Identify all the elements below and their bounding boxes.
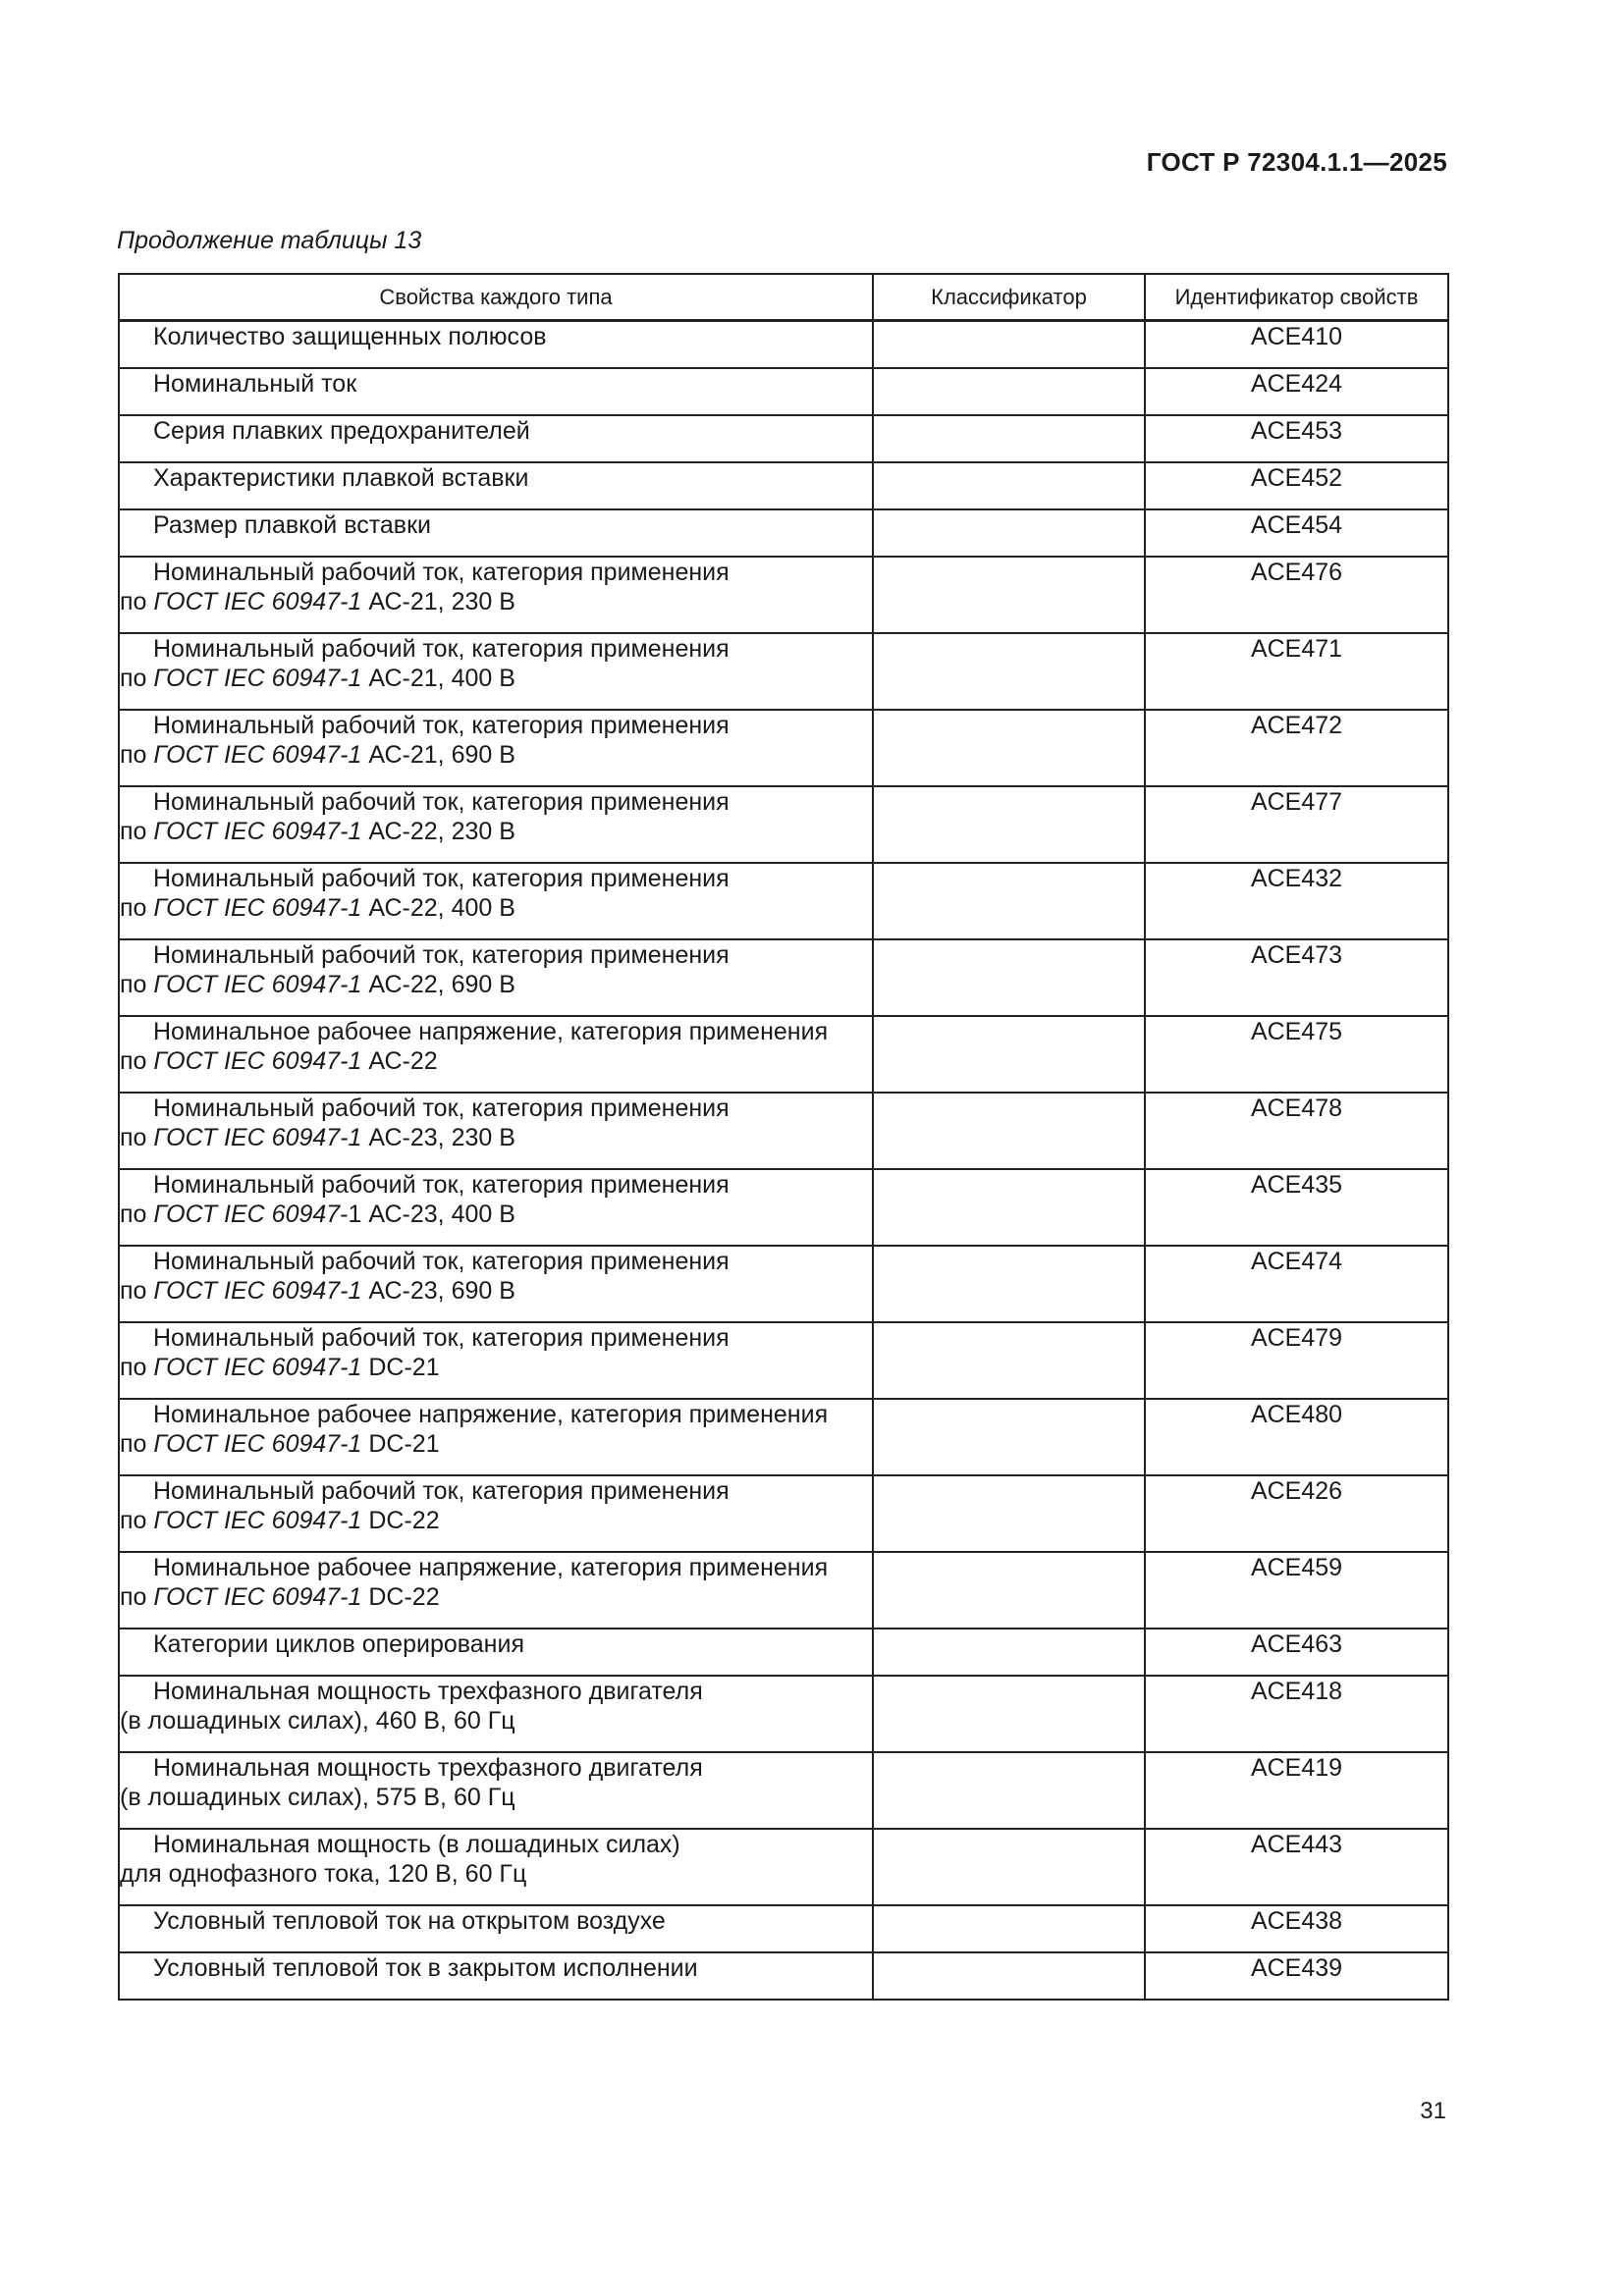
property-name-cell <box>119 368 873 415</box>
property-name-cell <box>119 1475 873 1552</box>
table-row <box>119 1246 1448 1322</box>
property-name-suffix: -1 АС-23, 400 В <box>340 1201 515 1228</box>
property-name-prefix: по <box>120 971 154 998</box>
property-name-line1: Номинальный рабочий ток, категория применения <box>153 559 730 586</box>
property-name-line2 <box>120 1429 872 1459</box>
classifier-cell <box>873 1475 1145 1552</box>
classifier-cell <box>873 1676 1145 1752</box>
property-name-line1: Номинальная мощность трехфазного двигателя <box>153 1678 703 1705</box>
column-header-properties: Свойства каждого типа <box>119 274 873 321</box>
property-name-line1: Номинальный рабочий ток, категория применения <box>153 1477 730 1505</box>
table-caption: Продолжение таблицы 13 <box>117 227 422 254</box>
property-name-line1: Номинальное рабочее напряжение, категория применения <box>153 1018 829 1045</box>
property-name-prefix: по <box>120 1124 154 1151</box>
property-name-cell <box>119 863 873 939</box>
table-row <box>119 415 1448 462</box>
property-name-suffix: DC-22 <box>361 1583 440 1611</box>
classifier-cell <box>873 633 1145 710</box>
property-name-cell <box>119 321 873 369</box>
property-name-line1: Серия плавких предохранителей <box>153 417 530 445</box>
property-name-suffix: АС-22 <box>361 1047 438 1075</box>
property-name-line1: Номинальный рабочий ток, категория применения <box>153 635 730 663</box>
identifier-cell: ACE480 <box>1145 1399 1448 1475</box>
identifier-cell: ACE410 <box>1145 321 1448 369</box>
property-name-suffix: АС-21, 400 В <box>361 665 515 692</box>
classifier-cell <box>873 415 1145 462</box>
property-name-line2 <box>120 740 872 770</box>
identifier-cell: ACE438 <box>1145 1905 1448 1952</box>
table-row <box>119 368 1448 415</box>
standard-reference: ГОСТ IEC 60947-1 <box>153 1583 362 1611</box>
properties-table <box>118 273 1449 2001</box>
property-name-suffix: АС-21, 230 В <box>361 588 515 615</box>
table-row <box>119 633 1448 710</box>
property-name-line1: Номинальное рабочее напряжение, категория применения <box>153 1554 829 1581</box>
identifier-cell: ACE432 <box>1145 863 1448 939</box>
property-name-cell <box>119 1752 873 1829</box>
standard-reference: ГОСТ IEC 60947-1 <box>153 1047 362 1075</box>
classifier-cell <box>873 939 1145 1016</box>
property-name-line2 <box>120 1123 872 1152</box>
property-name-line1: Номинальный рабочий ток, категория применения <box>153 1095 730 1122</box>
identifier-cell: ACE477 <box>1145 786 1448 863</box>
identifier-cell: ACE453 <box>1145 415 1448 462</box>
column-header-identifier: Идентификатор свойств <box>1145 274 1448 321</box>
property-name-suffix: АС-23, 690 В <box>361 1277 515 1305</box>
standard-reference: ГОСТ IEC 60947-1 <box>153 1507 362 1534</box>
classifier-cell <box>873 509 1145 557</box>
table-row <box>119 939 1448 1016</box>
property-name-prefix: (в лошадиных силах), 460 В, 60 Гц <box>120 1707 515 1735</box>
identifier-cell: ACE474 <box>1145 1246 1448 1322</box>
classifier-cell <box>873 786 1145 863</box>
property-name-cell <box>119 462 873 509</box>
table-body <box>119 321 1448 2001</box>
property-name-line2 <box>120 1276 872 1306</box>
classifier-cell <box>873 368 1145 415</box>
property-name-line1: Номинальный рабочий ток, категория применения <box>153 1171 730 1199</box>
property-name-suffix: АС-23, 230 В <box>361 1124 515 1151</box>
property-name-line1: Номинальный рабочий ток, категория применения <box>153 1248 730 1275</box>
identifier-cell: ACE472 <box>1145 710 1448 786</box>
property-name-line1: Номинальный рабочий ток, категория применения <box>153 712 730 739</box>
classifier-cell <box>873 1905 1145 1952</box>
identifier-cell: ACE443 <box>1145 1829 1448 1905</box>
property-name-cell <box>119 1952 873 2000</box>
property-name-line1: Условный тепловой ток в закрытом исполнении <box>153 1954 698 1982</box>
standard-reference: ГОСТ IEC 60947-1 <box>153 1124 362 1151</box>
standard-reference: ГОСТ IEC 60947-1 <box>153 971 362 998</box>
table-header-row <box>119 274 1448 321</box>
property-name-prefix: по <box>120 1430 154 1458</box>
property-name-line2 <box>120 1859 872 1889</box>
property-name-line2 <box>120 1200 872 1229</box>
property-name-suffix: АС-22, 690 В <box>361 971 515 998</box>
property-name-prefix: для однофазного тока, 120 В, 60 Гц <box>120 1860 527 1888</box>
standard-reference: ГОСТ IEC 60947-1 <box>153 894 362 922</box>
property-name-cell <box>119 633 873 710</box>
table-row <box>119 1829 1448 1905</box>
table-row <box>119 1093 1448 1169</box>
classifier-cell <box>873 321 1145 369</box>
property-name-prefix: (в лошадиных силах), 575 В, 60 Гц <box>120 1784 515 1811</box>
identifier-cell: ACE463 <box>1145 1629 1448 1676</box>
classifier-cell <box>873 1752 1145 1829</box>
property-name-line2 <box>120 1506 872 1535</box>
property-name-cell <box>119 415 873 462</box>
property-name-cell <box>119 1552 873 1629</box>
property-name-line2 <box>120 1353 872 1382</box>
property-name-line1: Условный тепловой ток на открытом воздухе <box>153 1907 666 1935</box>
property-name-prefix: по <box>120 1583 154 1611</box>
table-row <box>119 710 1448 786</box>
standard-reference: ГОСТ IEC 60947 <box>153 1201 341 1228</box>
property-name-prefix: по <box>120 818 154 845</box>
property-name-line1: Номинальная мощность трехфазного двигателя <box>153 1754 703 1782</box>
property-name-cell <box>119 509 873 557</box>
property-name-line1: Номинальный рабочий ток, категория применения <box>153 1324 730 1352</box>
identifier-cell: ACE454 <box>1145 509 1448 557</box>
standard-reference: ГОСТ IEC 60947-1 <box>153 1277 362 1305</box>
property-name-cell <box>119 1016 873 1093</box>
standard-reference: ГОСТ IEC 60947-1 <box>153 741 362 769</box>
table-row <box>119 1629 1448 1676</box>
standard-reference: ГОСТ IEC 60947-1 <box>153 588 362 615</box>
identifier-cell: ACE419 <box>1145 1752 1448 1829</box>
property-name-cell <box>119 1399 873 1475</box>
property-name-line2 <box>120 1582 872 1612</box>
table-row <box>119 462 1448 509</box>
property-name-line2 <box>120 817 872 846</box>
table-row <box>119 1752 1448 1829</box>
standard-reference: ГОСТ IEC 60947-1 <box>153 1354 362 1381</box>
table-row <box>119 321 1448 369</box>
property-name-line2 <box>120 1783 872 1812</box>
property-name-prefix: по <box>120 1201 154 1228</box>
table-row <box>119 557 1448 633</box>
property-name-line2 <box>120 893 872 923</box>
page-number: 31 <box>1420 2098 1446 2124</box>
identifier-cell: ACE459 <box>1145 1552 1448 1629</box>
property-name-line2 <box>120 1706 872 1735</box>
identifier-cell: ACE473 <box>1145 939 1448 1016</box>
property-name-prefix: по <box>120 1354 154 1381</box>
classifier-cell <box>873 1829 1145 1905</box>
property-name-line2 <box>120 1046 872 1076</box>
property-name-suffix: DC-22 <box>361 1507 440 1534</box>
property-name-suffix: DC-21 <box>361 1354 440 1381</box>
table-row <box>119 1016 1448 1093</box>
property-name-cell <box>119 1322 873 1399</box>
property-name-prefix: по <box>120 665 154 692</box>
property-name-suffix: DC-21 <box>361 1430 440 1458</box>
table-row <box>119 1169 1448 1246</box>
property-name-cell <box>119 1169 873 1246</box>
property-name-line2 <box>120 970 872 999</box>
classifier-cell <box>873 710 1145 786</box>
property-name-line1: Номинальное рабочее напряжение, категория применения <box>153 1401 829 1428</box>
property-name-line1: Номинальный рабочий ток, категория применения <box>153 865 730 892</box>
classifier-cell <box>873 1246 1145 1322</box>
property-name-cell <box>119 557 873 633</box>
identifier-cell: ACE426 <box>1145 1475 1448 1552</box>
identifier-cell: ACE435 <box>1145 1169 1448 1246</box>
property-name-cell <box>119 1246 873 1322</box>
property-name-cell <box>119 1676 873 1752</box>
standard-reference: ГОСТ IEC 60947-1 <box>153 1430 362 1458</box>
classifier-cell <box>873 1952 1145 2000</box>
classifier-cell <box>873 1322 1145 1399</box>
classifier-cell <box>873 863 1145 939</box>
property-name-prefix: по <box>120 1047 154 1075</box>
property-name-suffix: АС-22, 230 В <box>361 818 515 845</box>
standard-reference: ГОСТ IEC 60947-1 <box>153 818 362 845</box>
property-name-prefix: по <box>120 894 154 922</box>
table-row <box>119 1952 1448 2000</box>
classifier-cell <box>873 557 1145 633</box>
property-name-line2 <box>120 664 872 693</box>
identifier-cell: ACE476 <box>1145 557 1448 633</box>
document-code: ГОСТ Р 72304.1.1—2025 <box>1146 147 1447 177</box>
property-name-cell <box>119 710 873 786</box>
identifier-cell: ACE452 <box>1145 462 1448 509</box>
property-name-line1: Номинальный ток <box>153 370 357 398</box>
property-name-line1: Номинальная мощность (в лошадиных силах) <box>153 1831 680 1858</box>
table-row <box>119 509 1448 557</box>
property-name-cell <box>119 786 873 863</box>
table-row <box>119 1399 1448 1475</box>
property-name-line1: Категории циклов оперирования <box>153 1630 524 1658</box>
identifier-cell: ACE479 <box>1145 1322 1448 1399</box>
table-row <box>119 1905 1448 1952</box>
property-name-cell <box>119 1093 873 1169</box>
property-name-line1: Размер плавкой вставки <box>153 511 431 539</box>
table-row <box>119 1676 1448 1752</box>
property-name-prefix: по <box>120 741 154 769</box>
property-name-line1: Номинальный рабочий ток, категория применения <box>153 941 730 969</box>
property-name-line1: Характеристики плавкой вставки <box>153 464 529 492</box>
property-name-cell <box>119 1829 873 1905</box>
classifier-cell <box>873 462 1145 509</box>
table-row <box>119 1475 1448 1552</box>
table-row <box>119 786 1448 863</box>
classifier-cell <box>873 1016 1145 1093</box>
identifier-cell: ACE475 <box>1145 1016 1448 1093</box>
table-row <box>119 863 1448 939</box>
table-row <box>119 1322 1448 1399</box>
classifier-cell <box>873 1093 1145 1169</box>
identifier-cell: ACE424 <box>1145 368 1448 415</box>
identifier-cell: ACE478 <box>1145 1093 1448 1169</box>
classifier-cell <box>873 1169 1145 1246</box>
property-name-cell <box>119 1629 873 1676</box>
property-name-suffix: АС-21, 690 В <box>361 741 515 769</box>
identifier-cell: ACE471 <box>1145 633 1448 710</box>
column-header-classifier: Классификатор <box>873 274 1145 321</box>
property-name-prefix: по <box>120 1507 154 1534</box>
table-row <box>119 1552 1448 1629</box>
property-name-line1: Количество защищенных полюсов <box>153 323 547 350</box>
classifier-cell <box>873 1399 1145 1475</box>
property-name-prefix: по <box>120 1277 154 1305</box>
property-name-line2 <box>120 587 872 616</box>
property-name-prefix: по <box>120 588 154 615</box>
property-name-cell <box>119 939 873 1016</box>
identifier-cell: ACE418 <box>1145 1676 1448 1752</box>
standard-reference: ГОСТ IEC 60947-1 <box>153 665 362 692</box>
property-name-suffix: АС-22, 400 В <box>361 894 515 922</box>
property-name-line1: Номинальный рабочий ток, категория применения <box>153 788 730 816</box>
property-name-cell <box>119 1905 873 1952</box>
classifier-cell <box>873 1552 1145 1629</box>
classifier-cell <box>873 1629 1145 1676</box>
identifier-cell: ACE439 <box>1145 1952 1448 2000</box>
